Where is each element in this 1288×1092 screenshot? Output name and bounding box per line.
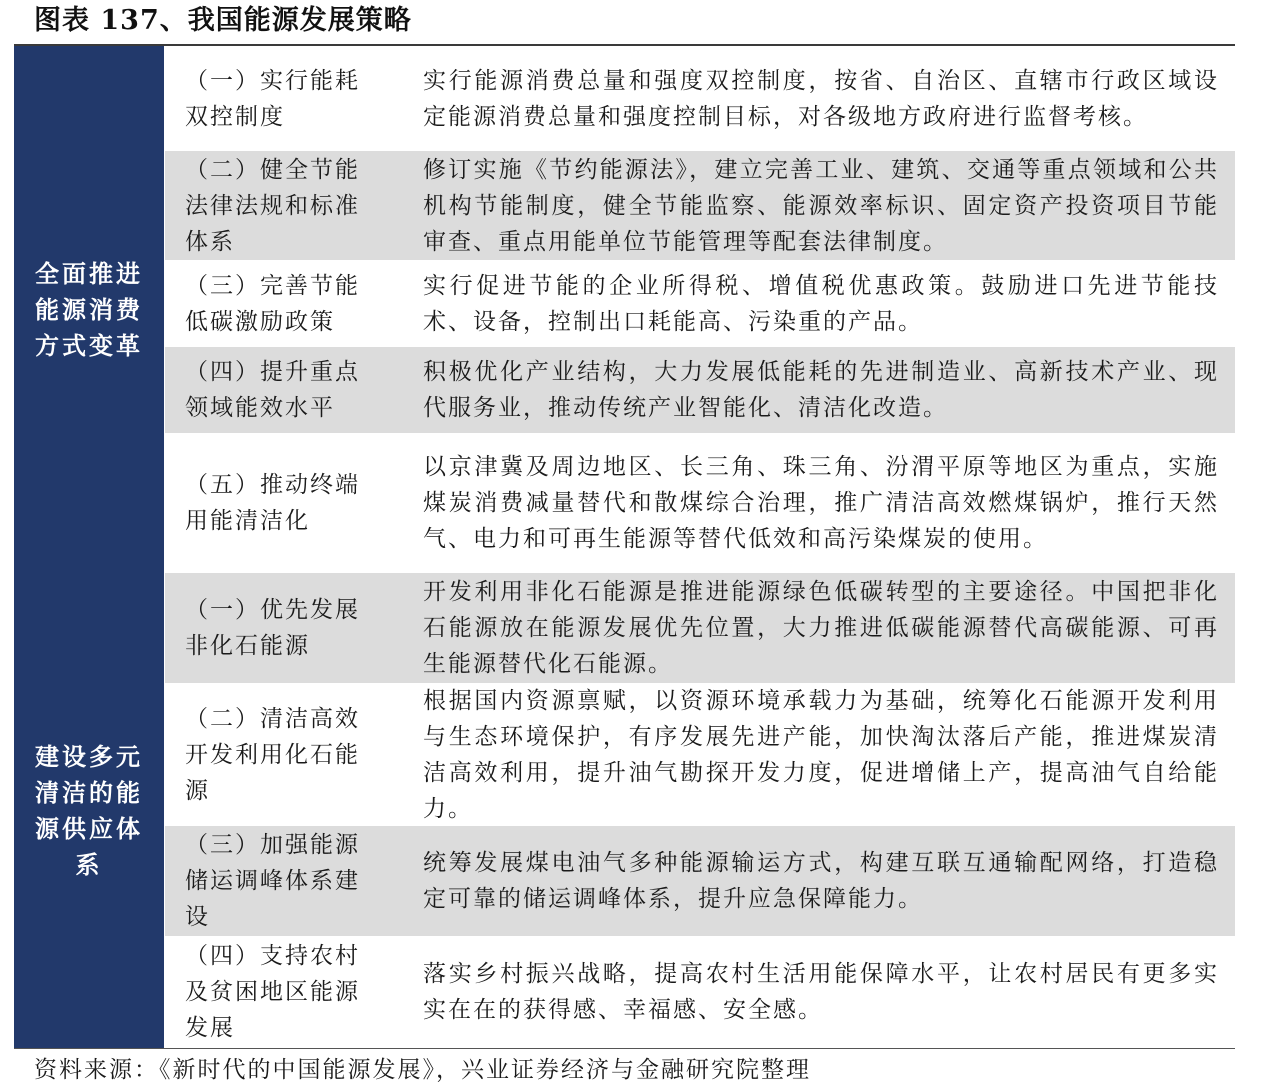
row-item: （二）清洁高效开发利用化石能源	[185, 705, 360, 804]
table-row	[165, 46, 1235, 151]
row-item: （一）实行能耗双控制度	[185, 67, 360, 130]
row-item: （四）支持农村及贫困地区能源发展	[185, 943, 360, 1041]
table-row	[165, 573, 1235, 683]
source-note: 资料来源：《新时代的中国能源发展》，兴业证券经济与金融研究院整理	[34, 1057, 811, 1083]
row-desc: 落实乡村振兴战略，提高农村生活用能保障水平，让农村居民有更多实实在在的获得感、幸福感、安全感。	[423, 961, 1219, 1023]
section-header-supply	[14, 573, 164, 1048]
row-desc: 开发利用非化石能源是推进能源绿色低碳转型的主要途径。中国把非化石能源放在能源发展优先位置，大力推进低碳能源替代高碳能源、可再生能源替代化石能源。	[423, 579, 1219, 677]
row-desc: 实行能源消费总量和强度双控制度，按省、自治区、直辖市行政区域设定能源消费总量和强度控制目标，对各级地方政府进行监督考核。	[423, 67, 1219, 130]
table-row	[165, 433, 1235, 573]
section-label: 建设多元清洁的能源供应体系	[35, 741, 143, 879]
bottom-rule	[14, 1048, 1235, 1049]
table-row	[165, 936, 1235, 1048]
figure-title: 图表 137、我国能源发展策略	[34, 5, 412, 36]
table-row	[165, 347, 1235, 433]
row-desc: 实行促进节能的企业所得税、增值税优惠政策。鼓励进口先进节能技术、设备，控制出口耗能高、污染重的产品。	[423, 272, 1219, 335]
row-item: （五）推动终端用能清洁化	[185, 472, 360, 534]
row-desc: 积极优化产业结构，大力发展低能耗的先进制造业、高新技术产业、现代服务业，推动传统产业智能化、清洁化改造。	[423, 359, 1219, 421]
row-desc: 以京津冀及周边地区、长三角、珠三角、汾渭平原等地区为重点，实施煤炭消费减量替代和散煤综合治理，推广清洁高效燃煤锅炉，推行天然气、电力和可再生能源等替代低效和高污染煤炭的使用。	[423, 454, 1219, 552]
row-item: （四）提升重点领域能效水平	[185, 359, 360, 421]
row-item: （一）优先发展非化石能源	[185, 597, 360, 659]
row-item: （二）健全节能法律法规和标准体系	[185, 156, 360, 255]
table-row	[165, 260, 1235, 347]
row-item: （三）完善节能低碳激励政策	[185, 272, 360, 335]
table-row	[165, 151, 1235, 260]
section-header-consumption	[14, 46, 164, 573]
row-desc: 统筹发展煤电油气多种能源输运方式，构建互联互通输配网络，打造稳定可靠的储运调峰体系，提升应急保障能力。	[423, 850, 1219, 912]
row-desc: 根据国内资源禀赋，以资源环境承载力为基础，统筹化石能源开发利用与生态环境保护，有序发展先进产能，加快淘汰落后产能，推进煤炭清洁高效利用，提升油气勘探开发力度，促进增储上产，提高油气自给能力。	[423, 687, 1219, 822]
table-row	[165, 826, 1235, 936]
row-item: （三）加强能源储运调峰体系建设	[185, 832, 360, 930]
section-label: 全面推进能源消费方式变革	[35, 258, 143, 360]
row-desc: 修订实施《节约能源法》，建立完善工业、建筑、交通等重点领域和公共机构节能制度，健全节能监察、能源效率标识、固定资产投资项目节能审查、重点用能单位节能管理等配套法律制度。	[423, 156, 1219, 255]
table-row	[165, 683, 1235, 826]
